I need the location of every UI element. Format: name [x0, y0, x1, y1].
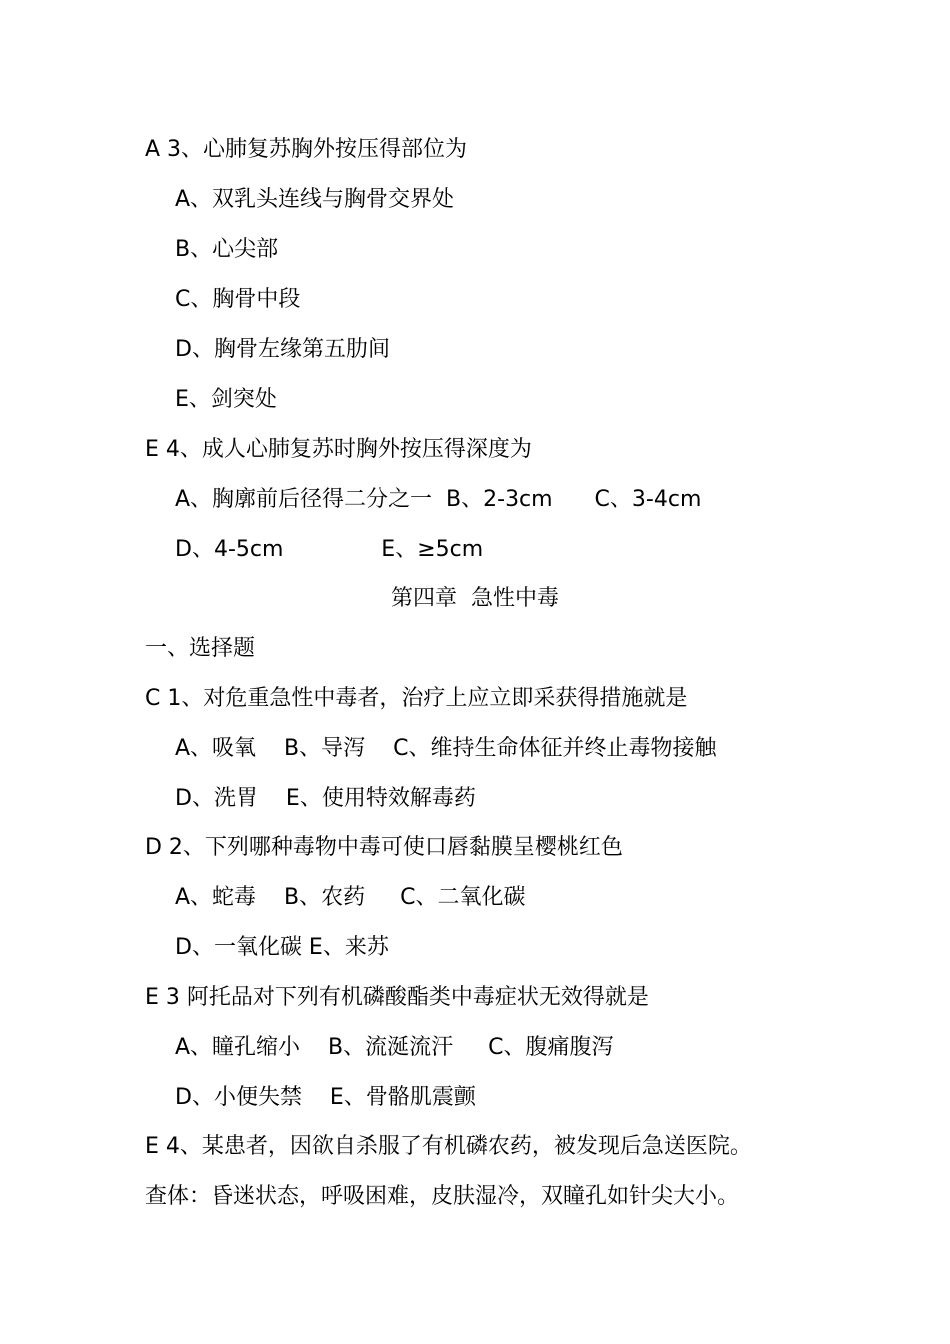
option-line: D、胸骨左缘第五肋间 — [175, 337, 390, 362]
question-e4-case-continued: 查体：昏迷状态，呼吸困难，皮肤湿冷，双瞳孔如针尖大小。 — [145, 1184, 740, 1209]
option-line: C、胸骨中段 — [175, 287, 301, 312]
chapter-title: 第四章 急性中毒 — [391, 586, 559, 611]
option-line: D、小便失禁 E、骨骼肌震颤 — [175, 1085, 476, 1110]
option-line: D、4-5cm E、≥5cm — [175, 537, 484, 562]
question-d2-stem: D 2、下列哪种毒物中毒可使口唇黏膜呈樱桃红色 — [145, 835, 623, 860]
question-a3-stem: A 3、心肺复苏胸外按压得部位为 — [145, 137, 468, 162]
question-e4-case-stem: E 4、某患者，因欲自杀服了有机磷农药，被发现后急送医院。 — [145, 1134, 752, 1159]
question-c1-stem: C 1、对危重急性中毒者，治疗上应立即采获得措施就是 — [145, 686, 688, 711]
option-line: A、吸氧 B、导泻 C、维持生命体征并终止毒物接触 — [175, 736, 717, 761]
question-e4-stem: E 4、成人心肺复苏时胸外按压得深度为 — [145, 437, 532, 462]
option-line: D、一氧化碳 E、来苏 — [175, 935, 389, 960]
option-line: A、瞳孔缩小 B、流涎流汗 C、腹痛腹泻 — [175, 1035, 614, 1060]
option-line: A、胸廓前后径得二分之一 B、2-3cm C、3-4cm — [175, 487, 702, 512]
section-heading: 一、选择题 — [145, 636, 256, 661]
option-line: B、心尖部 — [175, 237, 279, 262]
option-line: A、蛇毒 B、农药 C、二氧化碳 — [175, 885, 526, 910]
option-line: A、双乳头连线与胸骨交界处 — [175, 187, 455, 212]
question-e3-stem: E 3 阿托品对下列有机磷酸酯类中毒症状无效得就是 — [145, 985, 649, 1010]
option-line: D、洗胃 E、使用特效解毒药 — [175, 786, 476, 811]
option-line: E、剑突处 — [175, 387, 277, 412]
